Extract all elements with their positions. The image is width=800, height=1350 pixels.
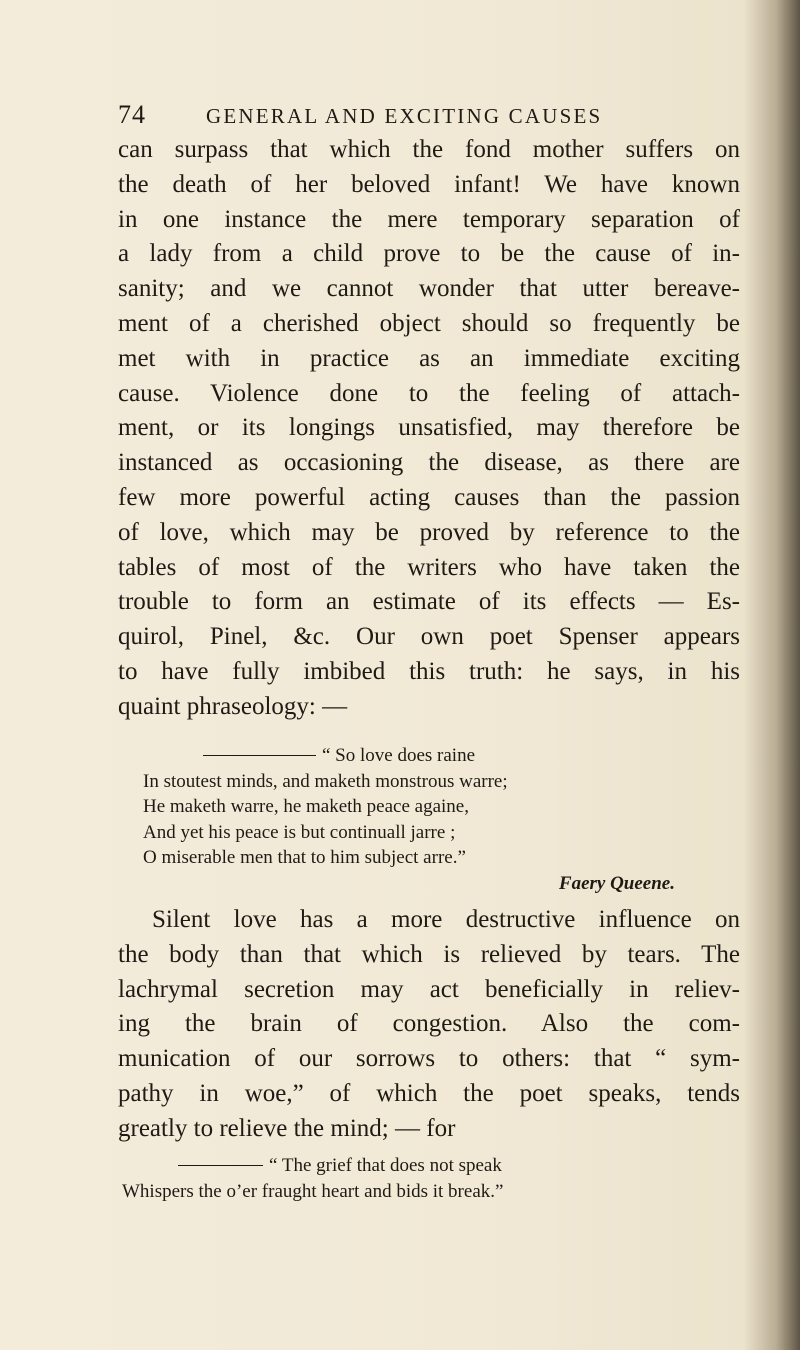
page-number: 74 xyxy=(118,100,146,129)
body-text xyxy=(118,133,740,1202)
text-line: tables of most of the writers who have taken the xyxy=(118,553,740,581)
text-line: munication of our sorrows to others: that “ sym- xyxy=(118,1045,740,1073)
verse-line: He maketh warre, he maketh peace againe, xyxy=(143,796,469,817)
paragraph-1 xyxy=(118,133,740,725)
text-line: ment of a cherished object should so frequently be xyxy=(118,309,740,337)
text-line: ment, or its longings unsatisfied, may therefore be xyxy=(118,414,740,442)
running-head: GENERAL AND EXCITING CAUSES xyxy=(206,104,603,128)
text-line: ing the brain of congestion. Also the com- xyxy=(118,1010,740,1038)
verse-line: O miserable men that to him subject arre.” xyxy=(143,847,466,868)
text-line: quaint phraseology: — xyxy=(118,692,348,720)
text-line: sanity; and we cannot wonder that utter bereave- xyxy=(118,275,740,303)
text-line: to have fully imbibed this truth: he says, in his xyxy=(118,657,740,685)
verse-quote-2 xyxy=(118,1153,740,1204)
text-line: a lady from a child prove to be the cause of in- xyxy=(118,240,740,268)
text-line: Silent love has a more destructive influence on xyxy=(152,906,740,933)
verse-line xyxy=(118,1153,740,1179)
text-line: quirol, Pinel, &c. Our own poet Spenser appears xyxy=(118,623,740,651)
em-rule xyxy=(203,755,316,756)
text-line: pathy in woe,” of which the poet speaks, tends xyxy=(118,1079,740,1107)
text-line: greatly to relieve the mind; — for xyxy=(118,1114,456,1142)
verse-text: “ The grief that does not speak xyxy=(269,1155,502,1176)
text-line: the death of her beloved infant! We have known xyxy=(118,170,740,198)
text-line: met with in practice as an immediate exciting xyxy=(118,344,740,372)
text-line: the body than that which is relieved by tears. The xyxy=(118,940,740,968)
text-line: trouble to form an estimate of its effects — Es- xyxy=(118,588,740,616)
text-line: of love, which may be proved by reference to the xyxy=(118,518,740,546)
text-line: can surpass that which the fond mother suffers on xyxy=(118,136,740,163)
verse-line: Whispers the o’er fraught heart and bids it break.” xyxy=(122,1180,504,1202)
em-rule xyxy=(178,1165,263,1166)
text-line: cause. Violence done to the feeling of attach- xyxy=(118,379,740,407)
verse-line: And yet his peace is but continuall jarre ; xyxy=(143,821,456,843)
paragraph-2 xyxy=(118,903,740,1147)
text-line: instanced as occasioning the disease, as there are xyxy=(118,449,740,477)
quote-attribution: Faery Queene. xyxy=(558,872,675,894)
text-line: in one instance the mere temporary separation of xyxy=(118,205,740,233)
verse-text: “ So love does raine xyxy=(322,745,476,766)
verse-quote-1 xyxy=(118,743,765,896)
text-line: lachrymal secretion may act beneficially in reliev- xyxy=(118,975,740,1003)
verse-line xyxy=(143,743,765,769)
text-line: few more powerful acting causes than the passion xyxy=(118,483,740,511)
verse-line: In stoutest minds, and maketh monstrous warre; xyxy=(143,770,508,792)
